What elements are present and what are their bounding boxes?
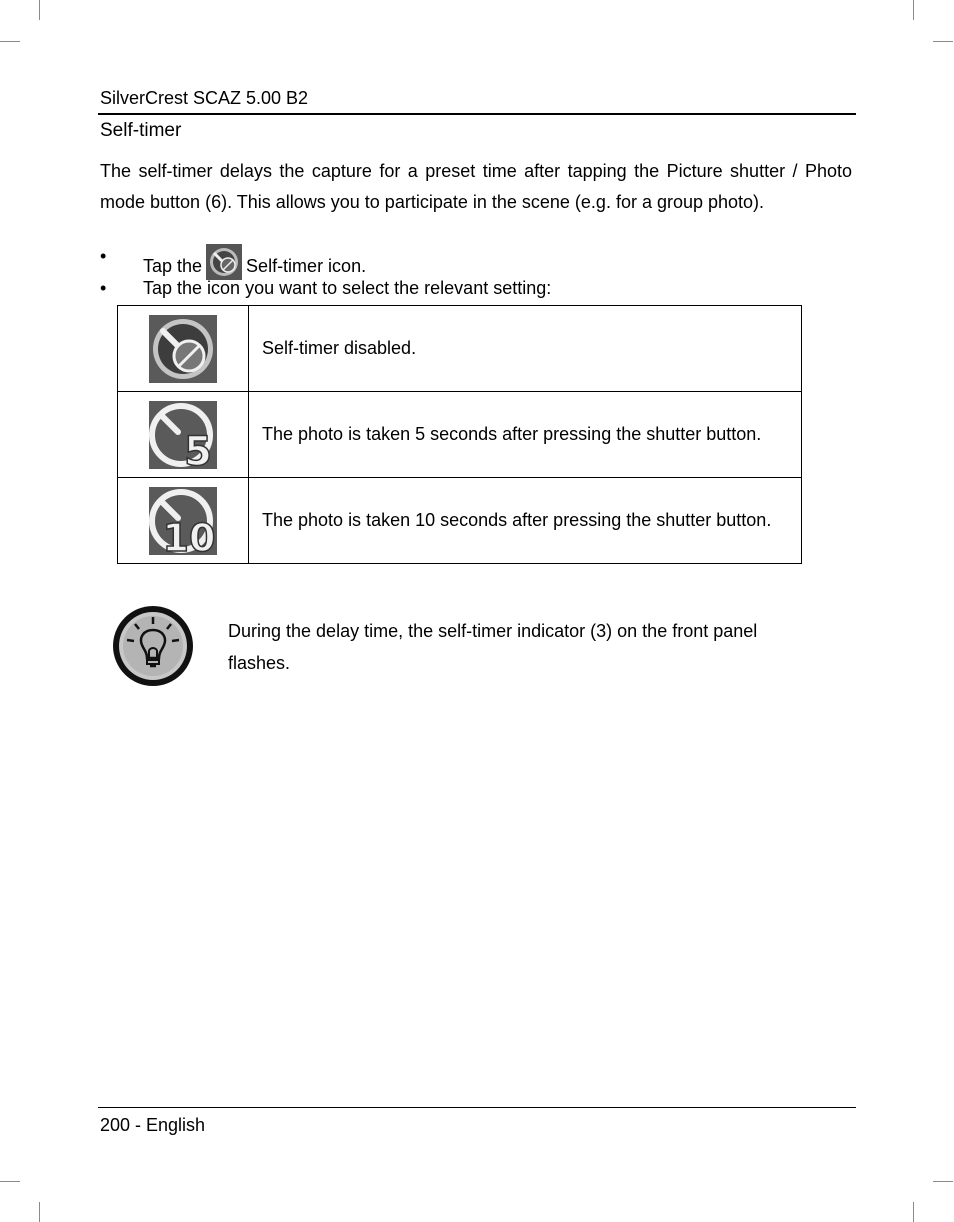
icon-cell <box>118 478 249 564</box>
crop-mark <box>913 0 914 20</box>
table-row <box>118 306 802 392</box>
self-timer-off-icon[interactable] <box>149 315 217 383</box>
crop-mark <box>39 0 40 20</box>
bullet-text: Self-timer icon. <box>246 256 367 276</box>
bullet-text: Tap the <box>143 256 203 276</box>
setting-description: Self-timer disabled. <box>249 306 802 392</box>
self-timer-10s-icon[interactable] <box>149 487 217 555</box>
intro-paragraph: The self-timer delays the capture for a preset time after tapping the Picture shutter / Photo mode button (6). This allows you to participate in the scene (e.g. for a group photo). <box>100 161 852 212</box>
header-title: SilverCrest SCAZ 5.00 B2 <box>100 88 309 108</box>
table-row <box>118 392 802 478</box>
settings-table <box>117 305 802 564</box>
lightbulb-icon <box>111 604 195 688</box>
timer-label: 5 <box>184 428 212 469</box>
table-row <box>118 478 802 564</box>
footer-rule <box>98 1107 856 1108</box>
crop-mark <box>933 1181 953 1182</box>
icon-cell <box>118 392 249 478</box>
setting-description: The photo is taken 5 seconds after pressing the shutter button. <box>249 392 802 478</box>
crop-mark <box>913 1202 914 1222</box>
bullet-text: Tap the icon you want to select the relevant setting: <box>143 278 552 298</box>
header-rule <box>98 113 856 115</box>
tip-text: During the delay time, the self-timer indicator (3) on the front panel flashes. <box>228 621 758 673</box>
timer-label: 10 <box>162 515 216 555</box>
crop-mark <box>0 1181 20 1182</box>
bullet-marker: • <box>100 246 107 266</box>
crop-mark <box>933 41 953 42</box>
self-timer-icon <box>206 244 242 280</box>
page-footer: 200 - English <box>100 1115 206 1135</box>
section-title: Self-timer <box>100 120 182 141</box>
self-timer-5s-icon[interactable] <box>149 401 217 469</box>
crop-mark <box>0 41 20 42</box>
setting-description: The photo is taken 10 seconds after pressing the shutter button. <box>249 478 802 564</box>
icon-cell <box>118 306 249 392</box>
bullet-marker: • <box>100 278 107 298</box>
crop-mark <box>39 1202 40 1222</box>
